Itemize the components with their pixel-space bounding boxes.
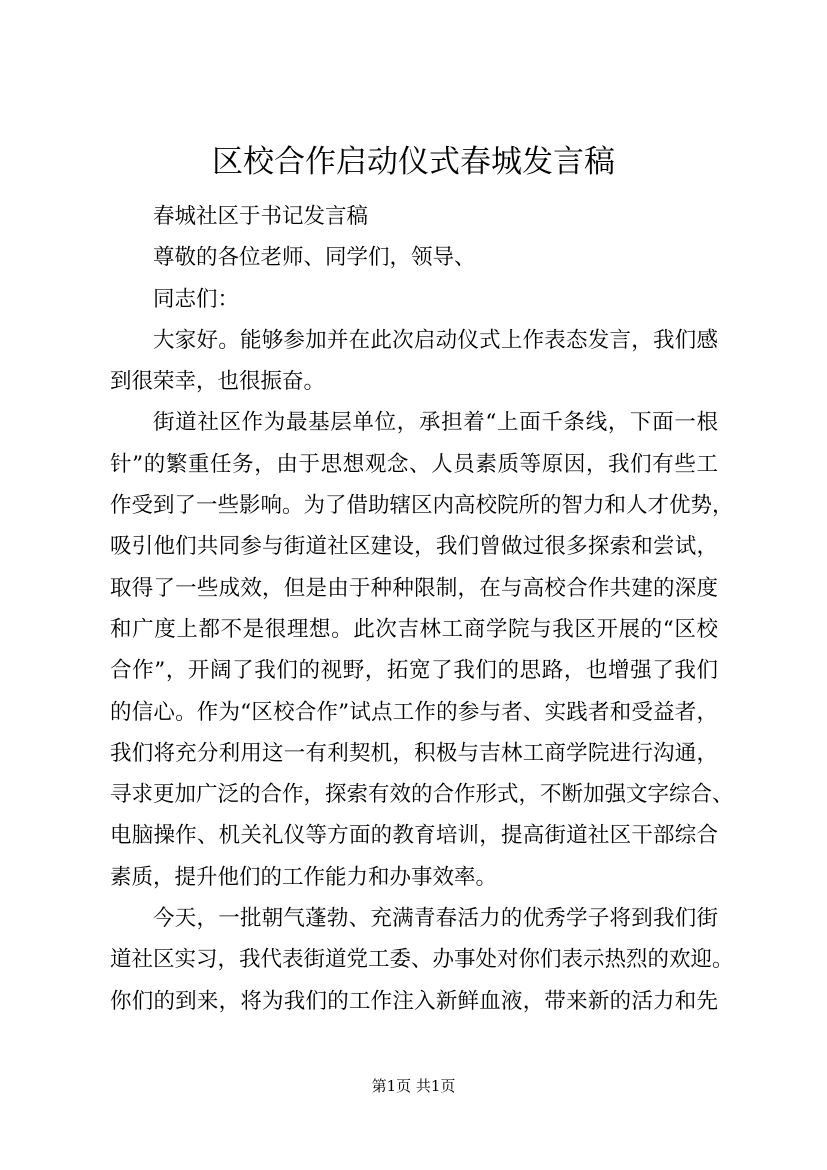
text-line: 作受到了一些影响。为了借助辖区内高校院所的智力和人才优势， (110, 493, 734, 519)
text-line: 今天，一批朝气蓬勃、充满青春活力的优秀学子将到我们街 (153, 906, 718, 932)
text-line: 道社区实习，我代表街道党工委、办事处对你们表示热烈的欢迎。 (110, 947, 734, 973)
text-line: 大家好。能够参加并在此次启动仪式上作表态发言，我们感 (153, 327, 718, 353)
text-line: 到很荣幸，也很振奋。 (110, 369, 326, 395)
document-title: 区校合作启动仪式春城发言稿 (212, 144, 615, 180)
paragraph (110, 320, 718, 403)
text-line: 我们将充分利用这一有利契机，积极与吉林工商学院进行沟通， (110, 740, 718, 766)
text-line: 尊敬的各位老师、同学们，领导、 (153, 245, 476, 271)
document-body (110, 196, 734, 1022)
page-footer: 第1页 共1页 (371, 1077, 456, 1095)
text-line: 同志们： (153, 286, 240, 312)
text-line: 合作”，开阔了我们的视野，拓宽了我们的思路，也增强了我们 (110, 658, 718, 684)
text-line: 电脑操作、机关礼仪等方面的教育培训，提高街道社区干部综合 (110, 823, 718, 849)
text-line: 和广度上都不是很理想。此次吉林工商学院与我区开展的“区校 (110, 616, 718, 642)
paragraph (110, 237, 718, 278)
text-line: 素质，提升他们的工作能力和办事效率。 (110, 864, 498, 890)
text-line: 春城社区于书记发言稿 (153, 204, 369, 229)
text-line: 取得了一些成效，但是由于种种限制，在与高校合作共建的深度 (110, 575, 718, 601)
text-line: 寻求更加广泛的合作，探索有效的合作形式，不断加强文字综合、 (110, 782, 734, 808)
text-line: 街道社区作为最基层单位，承担着“上面千条线，下面一根 (153, 410, 718, 436)
text-line: 针”的繁重任务，由于思想观念、人员素质等原因，我们有些工 (110, 451, 718, 477)
text-line: 的信心。作为“区校合作”试点工作的参与者、实践者和受益者， (110, 699, 718, 725)
paragraph (110, 279, 718, 320)
text-line: 你们的到来，将为我们的工作注入新鲜血液，带来新的活力和先 (110, 988, 718, 1014)
text-line: 吸引他们共同参与街道社区建设，我们曾做过很多探索和尝试， (110, 534, 718, 560)
paragraph (110, 196, 718, 237)
paragraph (110, 898, 734, 1022)
paragraph (110, 402, 734, 898)
